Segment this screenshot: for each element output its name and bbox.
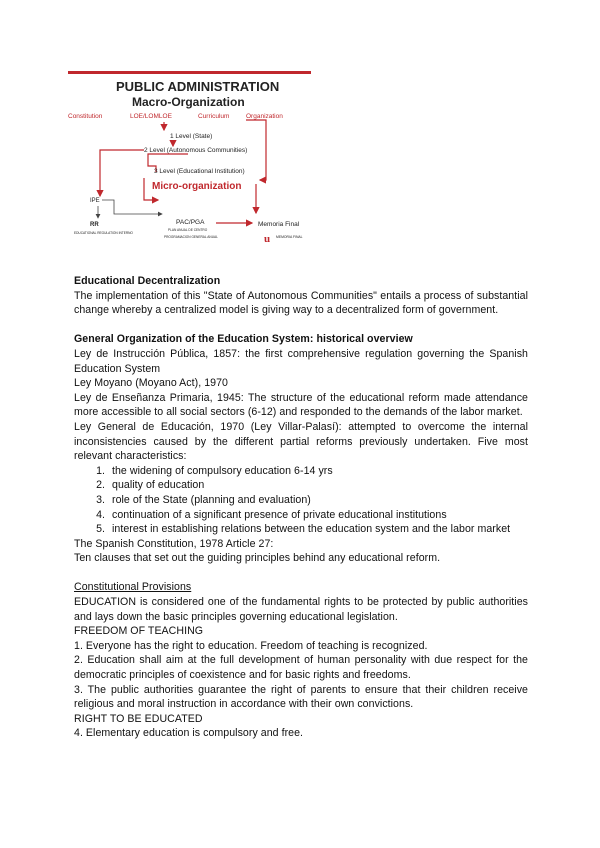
paragraph-decentralization: The implementation of this "State of Autonomous Communities" entails a process of substantial change whereby a centralized model is giving way to a decentralized form of government.	[74, 289, 528, 317]
paragraph-ten-clauses: Ten clauses that set out the guiding principles behind any educational reform.	[74, 552, 441, 565]
document-body	[74, 274, 528, 741]
list-item: 5. interest in establishing relations between the education system and the labor market	[108, 522, 528, 537]
heading-constitutional-provisions: Constitutional Provisions	[74, 581, 192, 594]
rr-sublabel: EDUCATIONAL REGULATION INTERNO	[74, 231, 133, 235]
paragraph-clause-2: 2. Education shall aim at the full development of human personality with due respect for the democratic principles of coexistence and for basic rights and freedoms.	[74, 654, 528, 682]
university-logo: u	[264, 233, 271, 245]
ipe-label: IPE	[90, 198, 100, 204]
label-organization: Organization	[246, 113, 283, 120]
diagram-subtitle: Macro-Organization	[132, 95, 245, 109]
paragraph-right-educated: RIGHT TO BE EDUCATED	[74, 712, 203, 725]
paragraph-ley-moyano: Ley Moyano (Moyano Act), 1970	[74, 377, 228, 390]
list-item: 3. role of the State (planning and evaluation)	[108, 493, 528, 508]
level3-label: 3 Level (Educational Institution)	[154, 168, 245, 175]
paragraph-clause-4: 4. Elementary education is compulsory and free.	[74, 727, 304, 740]
level2-label: 2 Level (Autonomous Communities)	[144, 147, 248, 154]
memoria-sublabel: MEMORIA FINAL	[276, 235, 303, 239]
paragraph-clause-1: 1. Everyone has the right to education. Freedom of teaching is recognized.	[74, 639, 428, 652]
arrow-auto-ipe	[100, 150, 144, 196]
paragraph-ley-ensenanza: Ley de Enseñanza Primaria, 1945: The structure of the educational reform made attendance more accessible to all social sectors (6-12) and responded to the demands of the labor market.	[74, 391, 528, 419]
list-item: 4. continuation of a significant presence of private educational institutions	[108, 508, 528, 523]
organization-diagram	[68, 68, 328, 248]
heading-decentralization: Educational Decentralization	[74, 275, 221, 287]
paragraph-freedom-teaching: FREEDOM OF TEACHING	[74, 625, 204, 638]
label-curriculum: Curriculum	[198, 113, 230, 120]
rr-label: RR	[90, 222, 99, 228]
characteristics-list	[74, 464, 528, 537]
title-rule	[68, 71, 311, 74]
level1-label: 1 Level (State)	[170, 133, 213, 140]
pga-sublabel-1: PLAN ANUAL DE CENTRO	[168, 228, 208, 232]
arrow-ipe-pga	[102, 200, 162, 214]
paragraph-ley-instruccion: Ley de Instrucción Pública, 1857: the first comprehensive regulation governing the Spanish Education System	[74, 347, 528, 375]
list-item: 2. quality of education	[108, 478, 528, 493]
heading-general-organization: General Organization of the Education System: historical overview	[74, 333, 413, 346]
paragraph-education-right: EDUCATION is considered one of the fundamental rights to be protected by public authorities and lays down the basic principles governing educational legislation.	[74, 596, 528, 623]
label-constitution: Constitution	[68, 113, 103, 120]
label-loe: LOE/LOMLOE	[130, 113, 172, 120]
memoria-label: Memoria Final	[258, 221, 300, 228]
arrow-organization	[246, 120, 266, 180]
paragraph-ley-general: Ley General de Educación, 1970 (Ley Villar-Palasí): attempted to overcome the internal inconsistencies caused by the different partial reforms previously undertaken. Five most relevant characteristics:	[74, 420, 528, 463]
paragraph-clause-3: 3. The public authorities guarantee the right of parents to ensure that their children receive religious and moral instruction in accordance with their own convictions.	[74, 683, 528, 711]
paragraph-constitution: The Spanish Constitution, 1978 Article 27:	[74, 537, 274, 550]
pga-label: PAC/PGA	[176, 219, 205, 226]
pga-sublabel-2: PROGRAMACION GENERAL ANUAL	[164, 235, 218, 239]
diagram-title: PUBLIC ADMINISTRATION	[116, 79, 280, 94]
micro-label: Micro-organization	[152, 181, 242, 192]
list-item: 1. the widening of compulsory education 6-14 yrs	[108, 464, 528, 479]
